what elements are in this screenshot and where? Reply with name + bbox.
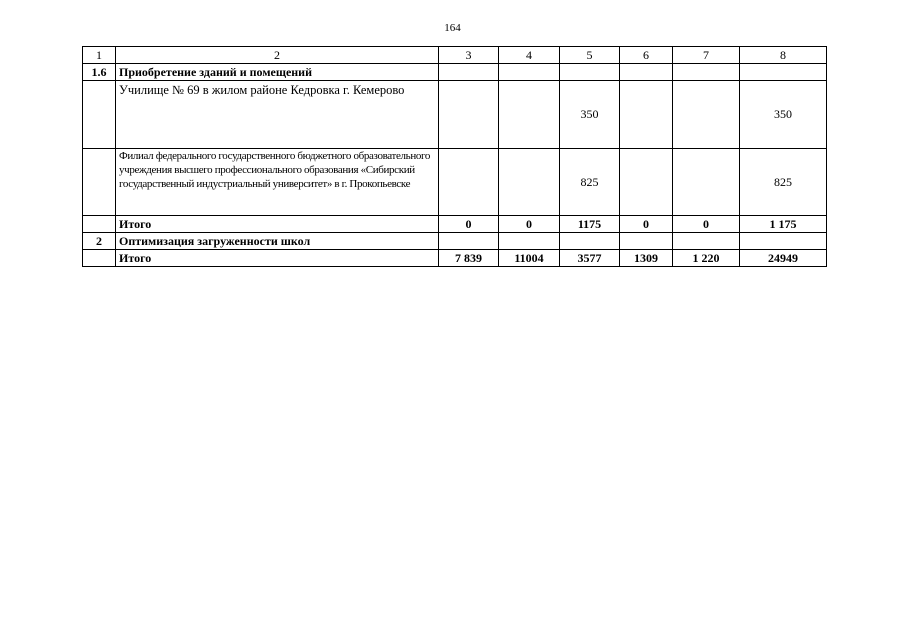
cell (620, 64, 673, 81)
table-row (83, 64, 827, 81)
col-header-1: 1 (83, 47, 116, 64)
cell (620, 81, 673, 149)
table-row (83, 81, 827, 149)
row-number (83, 216, 116, 233)
total-value: 1309 (620, 250, 673, 267)
section-title: Приобретение зданий и помещений (116, 64, 439, 81)
section-title: Оптимизация загруженности школ (116, 233, 439, 250)
row-number: 1.6 (83, 64, 116, 81)
total-value: 0 (620, 216, 673, 233)
col-header-8: 8 (740, 47, 827, 64)
table-row (83, 250, 827, 267)
cell (673, 149, 740, 216)
cell (439, 233, 499, 250)
col-header-5: 5 (560, 47, 620, 64)
cell (560, 233, 620, 250)
total-label: Итого (116, 216, 439, 233)
cell (560, 64, 620, 81)
total-value: 1 175 (740, 216, 827, 233)
col-header-3: 3 (439, 47, 499, 64)
row-number (83, 250, 116, 267)
table-row (83, 233, 827, 250)
total-value: 0 (499, 216, 560, 233)
col-header-2: 2 (116, 47, 439, 64)
row-number (83, 81, 116, 149)
total-value: 1 220 (673, 250, 740, 267)
cell (439, 81, 499, 149)
cell (673, 81, 740, 149)
col-header-7: 7 (673, 47, 740, 64)
cell (499, 149, 560, 216)
cell-value: 825 (740, 149, 827, 216)
item-name: Училище № 69 в жилом районе Кедровка г. Кемерово (116, 81, 439, 149)
row-number (83, 149, 116, 216)
cell (439, 149, 499, 216)
cell (673, 64, 740, 81)
cell (499, 233, 560, 250)
header-row (83, 47, 827, 64)
col-header-4: 4 (499, 47, 560, 64)
cell (620, 149, 673, 216)
row-number: 2 (83, 233, 116, 250)
cell (673, 233, 740, 250)
total-value: 24949 (740, 250, 827, 267)
page-number: 164 (444, 22, 461, 34)
total-value: 0 (439, 216, 499, 233)
cell (499, 64, 560, 81)
cell (740, 233, 827, 250)
table-row (83, 149, 827, 216)
cell-value: 825 (560, 149, 620, 216)
cell-value: 350 (560, 81, 620, 149)
total-value: 1175 (560, 216, 620, 233)
col-header-6: 6 (620, 47, 673, 64)
total-value: 0 (673, 216, 740, 233)
cell (620, 233, 673, 250)
cell-value: 350 (740, 81, 827, 149)
budget-table (82, 46, 827, 267)
total-value: 7 839 (439, 250, 499, 267)
total-value: 11004 (499, 250, 560, 267)
total-value: 3577 (560, 250, 620, 267)
cell (439, 64, 499, 81)
cell (740, 64, 827, 81)
total-label: Итого (116, 250, 439, 267)
table-row (83, 216, 827, 233)
item-name: Филиал федерального государственного бюджетного образовательного учреждения высшего профессионального образования «Сибирский государственный индустриальный университет» в г. Прокопьевске (116, 149, 439, 216)
cell (499, 81, 560, 149)
